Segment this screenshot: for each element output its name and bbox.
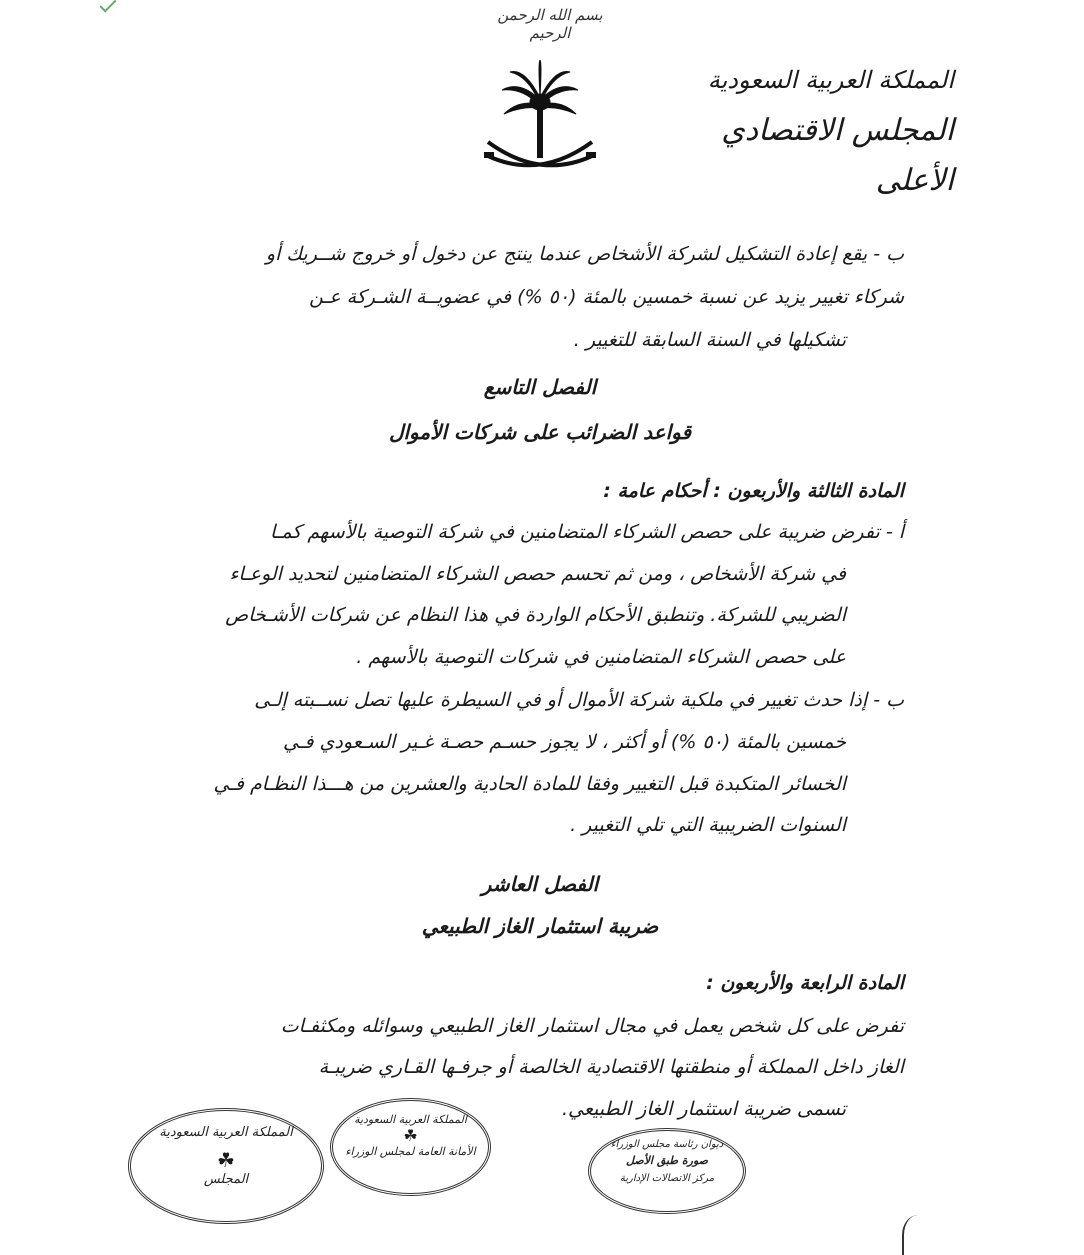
- official-stamp: [330, 1098, 491, 1196]
- stamp-text: المملكة العربية السعودية: [354, 1113, 467, 1126]
- stamp-text: ديوان رئاسة مجلس الوزراء: [610, 1139, 724, 1150]
- article-44-line: الغاز داخل المملكة أو منطقتها الاقتصادية الخالصة أو جرفـها القـاري ضريبـة: [318, 1056, 904, 1078]
- chapter-9-title: الفصل التاسع: [483, 375, 597, 399]
- stamp-text: المجلس: [203, 1172, 249, 1187]
- para-b-line: تشكيلها في السنة السابقة للتغيير .: [573, 329, 846, 351]
- article-43-a-line: على حصص الشركاء المتضامنين في شركات التوصية بالأسهم .: [356, 646, 846, 668]
- article-43-b-line: ب - إذا حدث تغيير في ملكية شركة الأموال أو في السيطرة عليها تصل نســبته إلـى: [254, 689, 904, 711]
- article-44-title: المادة الرابعة والأربعون :: [706, 972, 904, 994]
- article-43-a-line: في شركة الأشخاص ، ومن ثم تحسم حصص الشركاء المتضامنين لتحديد الوعـاء: [229, 563, 846, 585]
- official-stamp: [588, 1128, 746, 1214]
- article-43-a-line: الضريبي للشركة. وتنطبق الأحكام الواردة في هذا النظام عن شركات الأشـخاص: [225, 604, 846, 626]
- para-b-line: شركاء تغيير يزيد عن نسبة خمسين بالمئة (٥٠ %) في عضويــة الشـركة عـن: [309, 286, 904, 308]
- article-43-b-line: خمسين بالمئة (٥٠ %) أو أكثر ، لا يجوز حسـم حصـة غـير السـعودي فـي: [283, 731, 846, 753]
- stamp-text: المملكة العربية السعودية: [159, 1125, 293, 1140]
- article-43-title: المادة الثالثة والأربعون : أحكام عامة :: [603, 480, 904, 502]
- stamp-text: صورة طبق الأصل: [625, 1154, 708, 1167]
- chapter-10-title: الفصل العاشر: [481, 872, 599, 896]
- palm-and-swords-icon: ☘: [403, 1126, 418, 1145]
- chapter-10-subtitle: ضريبة استثمار الغاز الطبيعي: [421, 914, 659, 938]
- page-fold-mark: [902, 1215, 934, 1255]
- letterhead: [654, 60, 954, 206]
- stamp-text: مركز الاتصالات الإدارية: [619, 1173, 715, 1184]
- basmala: بسم الله الرحمن الرحيم: [497, 6, 603, 42]
- palm-and-swords-icon: ☘: [217, 1148, 235, 1172]
- chapter-9-subtitle: قواعد الضرائب على شركات الأموال: [388, 420, 692, 444]
- article-43-b-line: الخسائر المتكبدة قبل التغيير وفقا للمادة الحادية والعشرين من هـــذا النظـام فـي: [213, 773, 846, 795]
- palm-and-swords-icon: [480, 60, 600, 185]
- para-b-line: ب - يقع إعادة التشكيل لشركة الأشخاص عندما ينتج عن دخول أو خروج شــريك أو: [265, 243, 904, 265]
- article-44-line: تسمى ضريبة استثمار الغاز الطبيعي.: [561, 1098, 846, 1120]
- official-stamp: [128, 1108, 324, 1224]
- article-43-b-line: السنوات الضريبية التي تلي التغيير .: [570, 814, 846, 836]
- article-44-line: تفرض على كل شخص يعمل في مجال استثمار الغاز الطبيعي وسوائله ومكثفـات: [280, 1015, 904, 1037]
- stamp-text: الأمانة العامة لمجلس الوزراء: [345, 1145, 476, 1158]
- article-43-a-line: أ - تفرض ضريبة على حصص الشركاء المتضامنين في شركة التوصية بالأسهم كمـا: [269, 521, 904, 543]
- kingdom-name: المملكة العربية السعودية: [707, 66, 954, 94]
- corner-mark: [100, 0, 117, 12]
- council-name: المجلس الاقتصادي الأعلى: [721, 113, 954, 198]
